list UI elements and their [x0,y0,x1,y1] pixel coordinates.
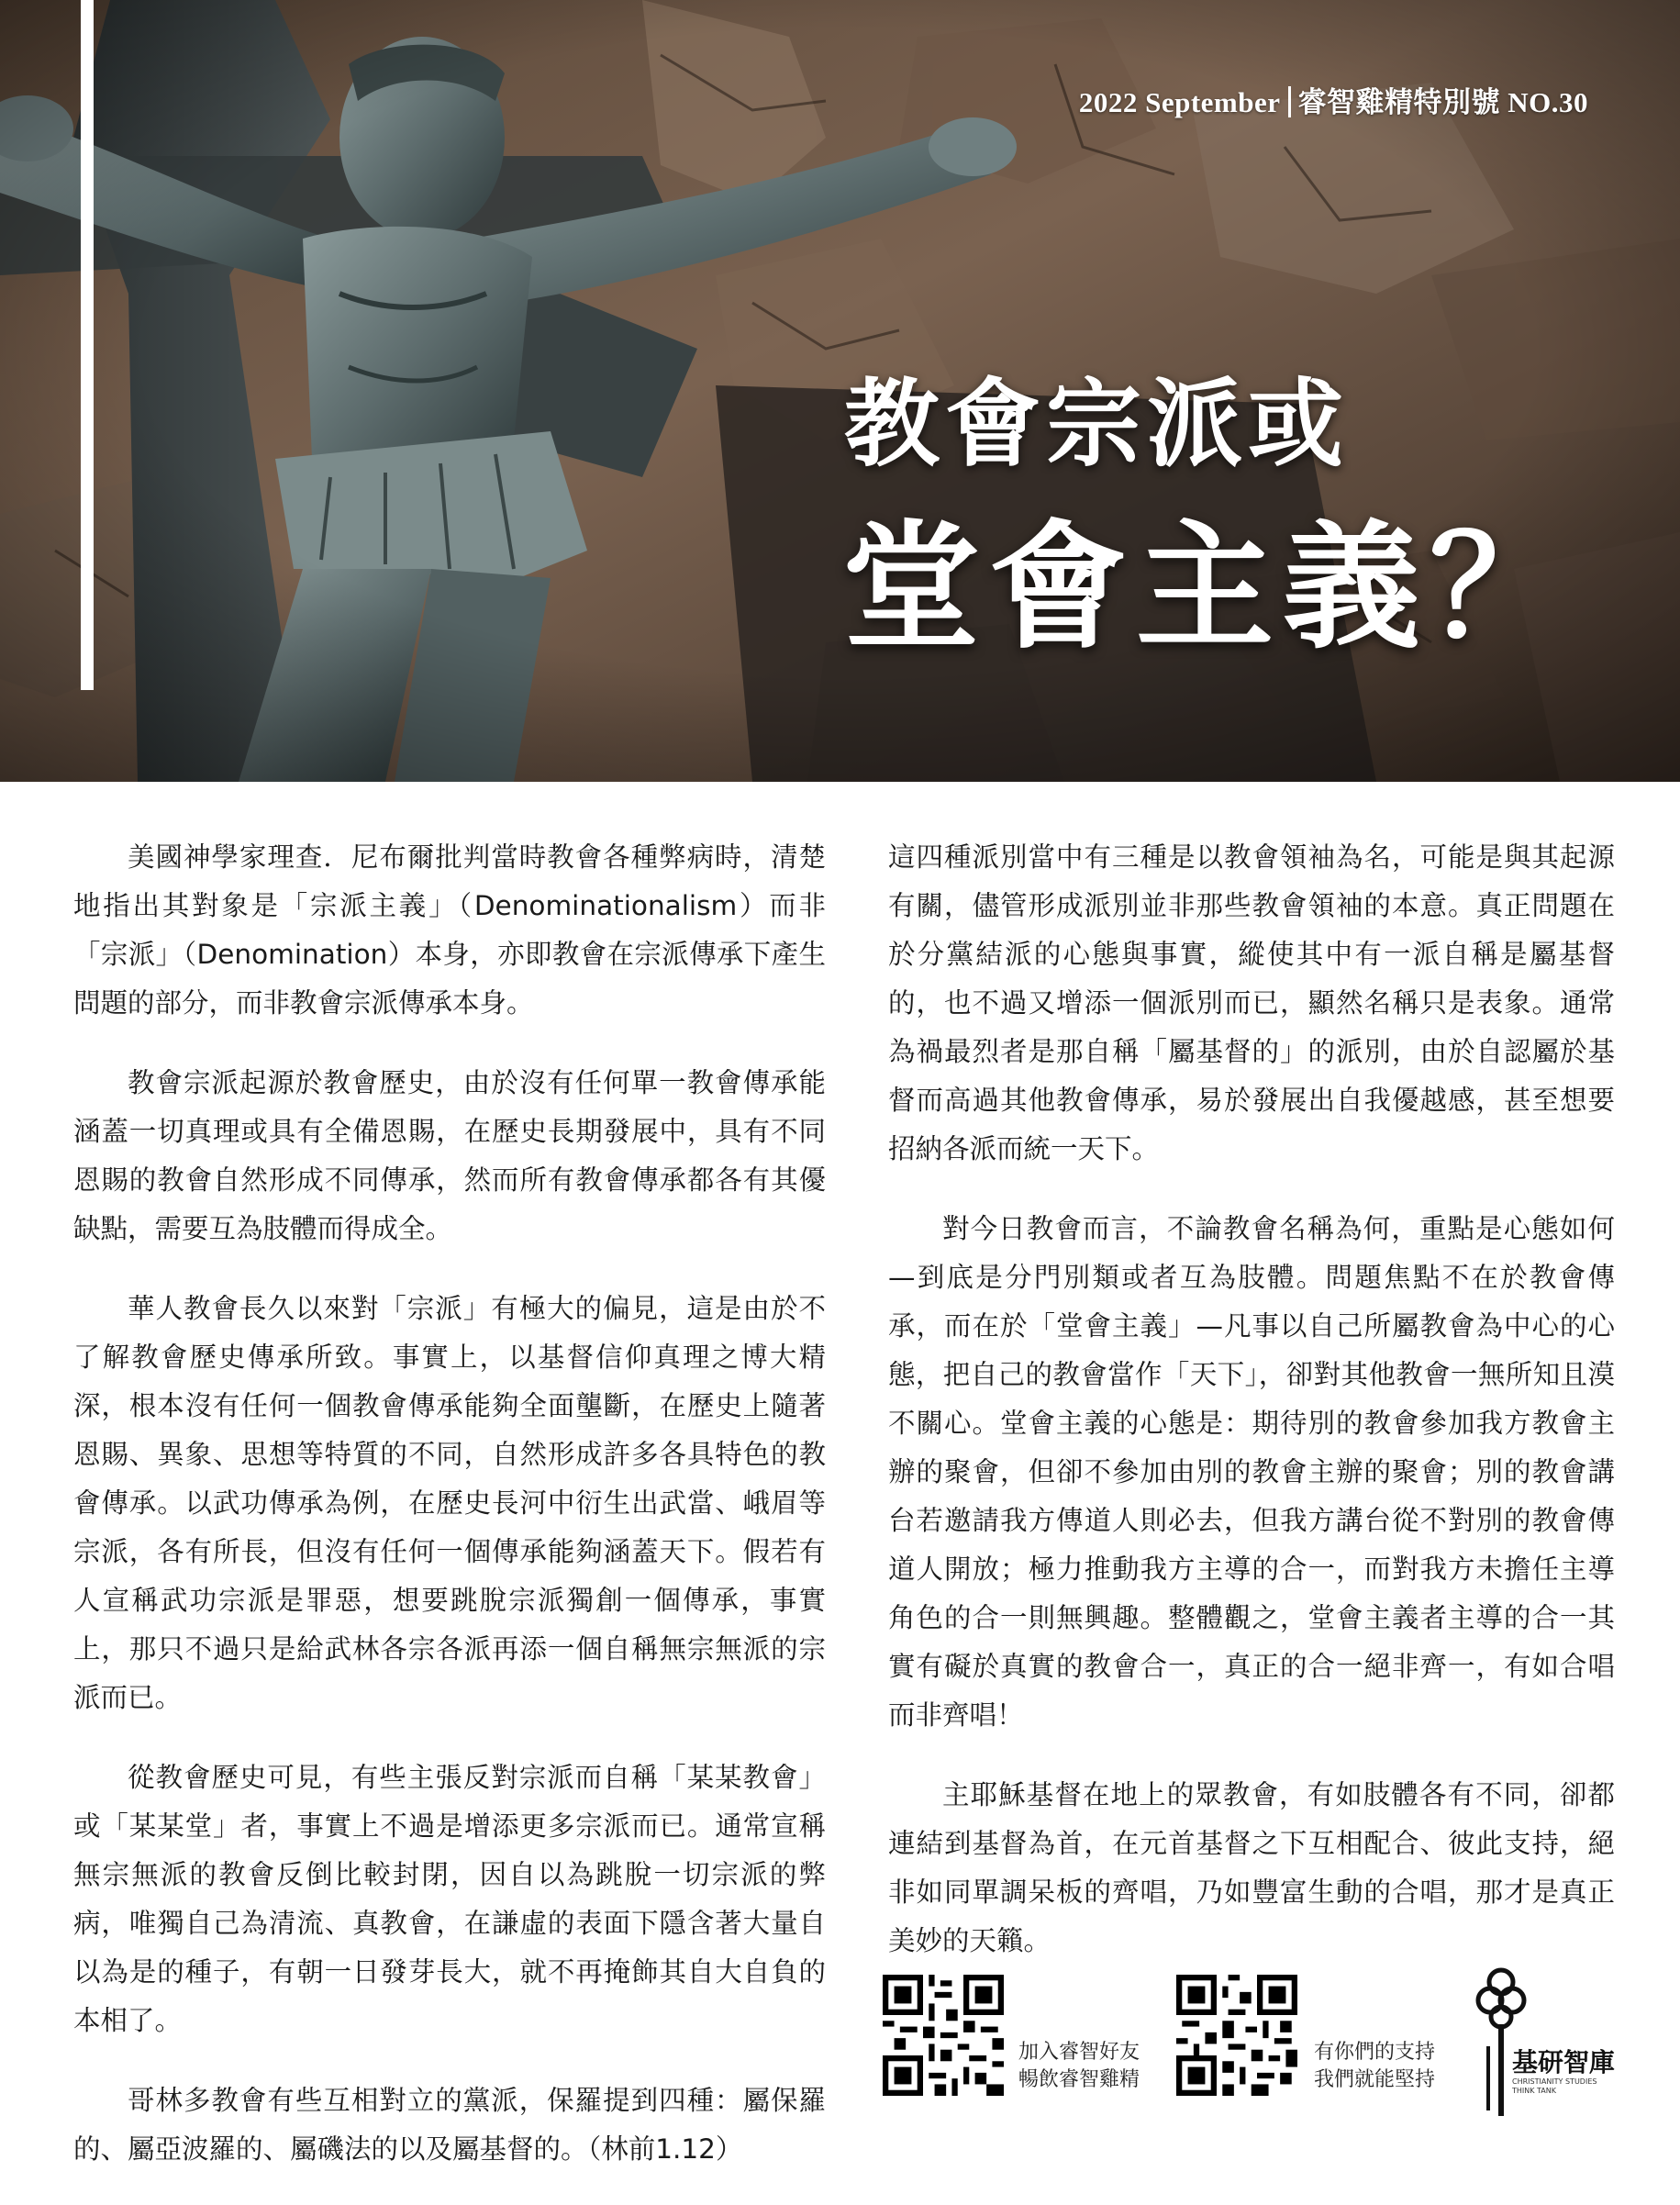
caption-line: 有你們的支持 [1314,2041,1436,2064]
logo-subtitle: CHRISTIANITY STUDIES THINK TANK [1512,2077,1597,2095]
qr-caption-support [1314,2039,1435,2094]
logo-name: 基研智庫 [1512,2047,1616,2077]
caption-line: 加入睿智好友 [1018,2041,1140,2064]
paragraph: 美國神學家理查．尼布爾批判當時教會各種弊病時，清楚地指出其對象是「宗派主義」（Denominationalism）而非「宗派」（Denomination）本身，亦即教會在宗派傳承下產生問題的部分，而非教會宗派傳承本身。 [73,841,826,1019]
paragraph: 這四種派別當中有三種是以教會領袖為名，可能是與其起源有關，儘管形成派別並非那些教會領袖的本意。真正問題在於分黨結派的心態與事實，縱使其中有一派自稱是屬基督的，也不過又增添一個派別而已，顯然名稱只是表象。通常為禍最烈者是那自稱「屬基督的」的派別，由於自認屬於基督而高過其他教會傳承，易於發展出自我優越感，甚至想要招納各派而統一天下。 [888,841,1615,1164]
paragraph: 哥林多教會有些互相對立的黨派，保羅提到四種：屬保羅的、屬亞波羅的、屬磯法的以及屬基督的。（林前1.12） [73,2085,826,2165]
edition-series: 睿智雞精特別號 NO.30 [1297,86,1588,118]
title-line-1: 教會宗派或 [844,367,1350,480]
edition-label [1079,79,1588,120]
caption-line: 暢飲睿智雞精 [1018,2068,1140,2091]
qr-caption-friend [1018,2039,1140,2094]
paragraph: 華人教會長久以來對「宗派」有極大的偏見，這是由於不了解教會歷史傳承所致。事實上，以基督信仰真理之博大精深，根本沒有任何一個教會傳承能夠全面壟斷，在歷史上隨著恩賜、異象、思想等特質的不同，自然形成許多各具特色的教會傳承。以武功傳承為例，在歷史長河中衍生出武當、峨眉等宗派，各有所長，但沒有任何一個傳承能夠涵蓋天下。假若有人宣稱武功宗派是罪惡，想要跳脫宗派獨創一個傳承，事實上，那只不過只是給武林各宗各派再添一個自稱無宗無派的宗派而已。 [73,1293,826,1713]
paragraph: 教會宗派起源於教會歷史，由於沒有任何單一教會傳承能涵蓋一切真理或具有全備恩賜，在歷史長期發展中，具有不同恩賜的教會自然形成不同傳承，然而所有教會傳承都各有其優缺點，需要互為肢體而得成全。 [73,1067,826,1244]
paragraph: 對今日教會而言，不論教會名稱為何，重點是心態如何—到底是分門別類或者互為肢體。問題焦點不在於教會傳承，而在於「堂會主義」—凡事以自己所屬教會為中心的心態，把自己的教會當作「天下」，卻對其他教會一無所知且漠不關心。堂會主義的心態是：期待別的教會參加我方教會主辦的聚會，但卻不參加由別的教會主辦的聚會；別的教會講台若邀請我方傳道人則必去，但我方講台從不對別的教會傳道人開放；極力推動我方主導的合一，而對我方未擔任主導角色的合一則無興趣。整體觀之，堂會主義者主導的合一其實有礙於真實的教會合一，真正的合一絕非齊一，有如合唱而非齊唱！ [888,1213,1615,1731]
think-tank-logo-icon [1466,1964,1595,2120]
title-line-2: 堂會主義？ [842,507,1577,668]
hero-image [0,0,1680,782]
article-left-column [73,833,826,2205]
caption-line: 我們就能堅持 [1314,2068,1436,2091]
article-right-column [888,833,1615,1997]
paragraph: 從教會歷史可見，有些主張反對宗派而自稱「某某教會」或「某某堂」者，事實上不過是增添更多宗派而已。通常宣稱無宗無派的教會反倒比較封閉，因自以為跳脫一切宗派的弊病，唯獨自己為清流、真教會，在謙虛的表面下隱含著大量自以為是的種子，有朝一日發芽長大，就不再掩飾其自大自負的本相了。 [73,1762,826,2036]
paragraph: 主耶穌基督在地上的眾教會，有如肢體各有不同，卻都連結到基督為首，在元首基督之下互相配合、彼此支持，絕非如同單調呆板的齊唱，乃如豐富生動的合唱，那才是真正美妙的天籟。 [888,1779,1615,1956]
edition-separator [1288,86,1291,117]
qr-code-friend[interactable] [883,1975,1004,2096]
edition-date: 2022 September [1078,86,1281,118]
qr-code-support[interactable] [1176,1975,1297,2096]
accent-bar [81,0,94,690]
